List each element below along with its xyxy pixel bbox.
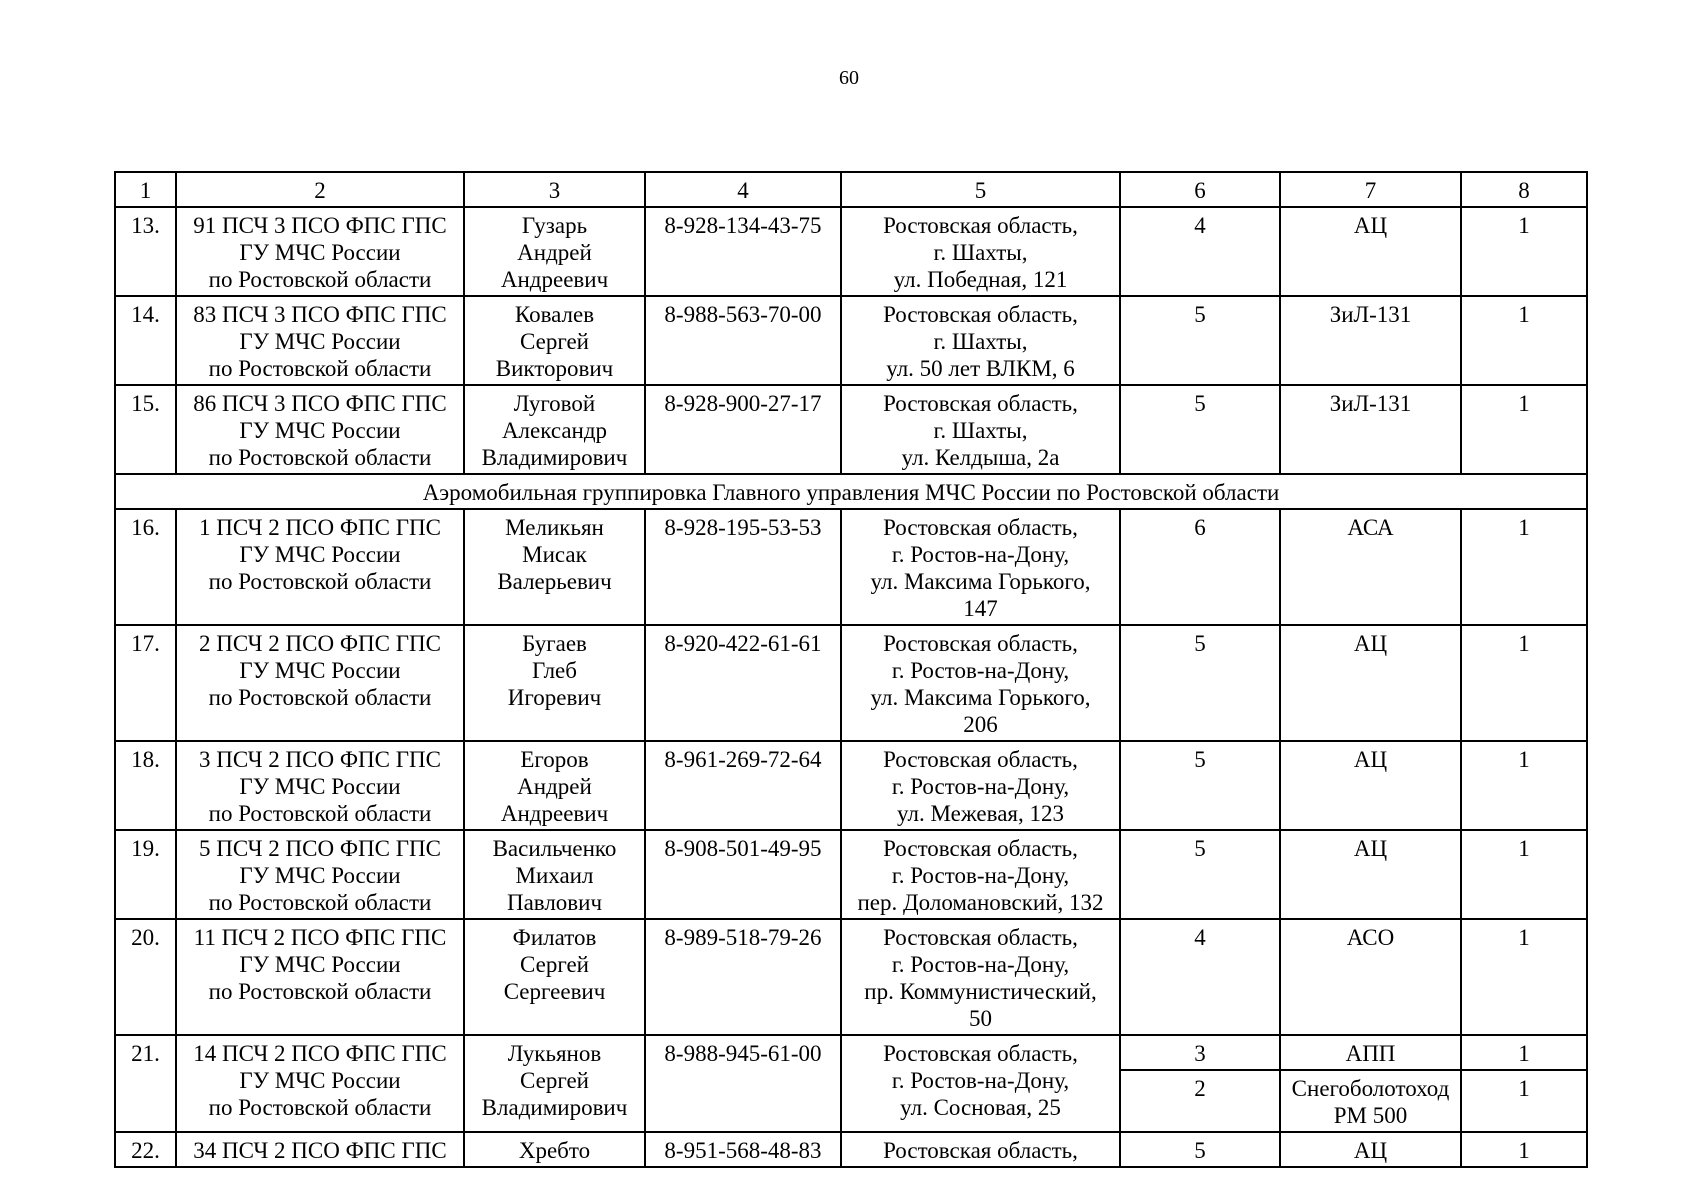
table-row bbox=[115, 919, 1587, 1035]
phone-cell: 8-989-518-79-26 bbox=[645, 919, 841, 1035]
unit-cell: 91 ПСЧ 3 ПСО ФПС ГПС ГУ МЧС России по Ростовской области bbox=[176, 207, 464, 296]
row-number: 15. bbox=[115, 385, 176, 474]
address-cell: Ростовская область, г. Ростов-на-Дону, пр. Коммунистический, 50 bbox=[841, 919, 1120, 1035]
unit-cell: 2 ПСЧ 2 ПСО ФПС ГПС ГУ МЧС России по Ростовской области bbox=[176, 625, 464, 741]
person-cell: Егоров Андрей Андреевич bbox=[464, 741, 645, 830]
person-cell: Васильченко Михаил Павлович bbox=[464, 830, 645, 919]
address-cell: Ростовская область, г. Шахты, ул. Победная, 121 bbox=[841, 207, 1120, 296]
col6-cell: 4 bbox=[1120, 207, 1280, 296]
vehicle-cell: АЦ bbox=[1280, 741, 1461, 830]
table-row bbox=[115, 385, 1587, 474]
vehicle-cell: АЦ bbox=[1280, 1132, 1461, 1167]
table-row bbox=[115, 1132, 1587, 1167]
person-cell: Бугаев Глеб Игоревич bbox=[464, 625, 645, 741]
person-cell: Луговой Александр Владимирович bbox=[464, 385, 645, 474]
header-cell: 4 bbox=[645, 172, 841, 207]
row-number: 14. bbox=[115, 296, 176, 385]
table-row bbox=[115, 1035, 1587, 1070]
section-title: Аэромобильная группировка Главного управления МЧС России по Ростовской области bbox=[115, 474, 1587, 509]
col6-cell: 5 bbox=[1120, 1132, 1280, 1167]
col8-cell: 1 bbox=[1461, 296, 1587, 385]
row-number: 17. bbox=[115, 625, 176, 741]
person-cell: Филатов Сергей Сергеевич bbox=[464, 919, 645, 1035]
address-cell: Ростовская область, bbox=[841, 1132, 1120, 1167]
address-cell: Ростовская область, г. Шахты, ул. Келдыша, 2а bbox=[841, 385, 1120, 474]
vehicle-cell: ЗиЛ-131 bbox=[1280, 385, 1461, 474]
person-cell: Ковалев Сергей Викторович bbox=[464, 296, 645, 385]
col6-cell: 2 bbox=[1120, 1070, 1280, 1132]
col6-cell: 6 bbox=[1120, 509, 1280, 625]
unit-cell: 11 ПСЧ 2 ПСО ФПС ГПС ГУ МЧС России по Ростовской области bbox=[176, 919, 464, 1035]
row-number: 21. bbox=[115, 1035, 176, 1132]
col8-cell: 1 bbox=[1461, 509, 1587, 625]
table-row bbox=[115, 207, 1587, 296]
col8-cell: 1 bbox=[1461, 830, 1587, 919]
col6-cell: 3 bbox=[1120, 1035, 1280, 1070]
col8-cell: 1 bbox=[1461, 207, 1587, 296]
row-number: 22. bbox=[115, 1132, 176, 1167]
address-cell: Ростовская область, г. Ростов-на-Дону, ул. Максима Горького, 147 bbox=[841, 509, 1120, 625]
col8-cell: 1 bbox=[1461, 919, 1587, 1035]
address-cell: Ростовская область, г. Ростов-на-Дону, ул. Межевая, 123 bbox=[841, 741, 1120, 830]
unit-cell: 14 ПСЧ 2 ПСО ФПС ГПС ГУ МЧС России по Ростовской области bbox=[176, 1035, 464, 1132]
person-cell: Хребто bbox=[464, 1132, 645, 1167]
row-number: 16. bbox=[115, 509, 176, 625]
unit-cell: 5 ПСЧ 2 ПСО ФПС ГПС ГУ МЧС России по Ростовской области bbox=[176, 830, 464, 919]
table-row bbox=[115, 830, 1587, 919]
col6-cell: 5 bbox=[1120, 385, 1280, 474]
vehicle-cell: ЗиЛ-131 bbox=[1280, 296, 1461, 385]
person-cell: Гузарь Андрей Андреевич bbox=[464, 207, 645, 296]
vehicle-cell: АЦ bbox=[1280, 625, 1461, 741]
row-number: 20. bbox=[115, 919, 176, 1035]
person-cell: Меликьян Мисак Валерьевич bbox=[464, 509, 645, 625]
table-row bbox=[115, 509, 1587, 625]
vehicle-cell: Снегоболотоход РМ 500 bbox=[1280, 1070, 1461, 1132]
vehicle-cell: АПП bbox=[1280, 1035, 1461, 1070]
row-number: 18. bbox=[115, 741, 176, 830]
row-number: 19. bbox=[115, 830, 176, 919]
phone-cell: 8-988-563-70-00 bbox=[645, 296, 841, 385]
row-number: 13. bbox=[115, 207, 176, 296]
col8-cell: 1 bbox=[1461, 385, 1587, 474]
header-row bbox=[115, 172, 1587, 207]
table-row bbox=[115, 296, 1587, 385]
address-cell: Ростовская область, г. Ростов-на-Дону, ул. Максима Горького, 206 bbox=[841, 625, 1120, 741]
col6-cell: 5 bbox=[1120, 830, 1280, 919]
header-cell: 2 bbox=[176, 172, 464, 207]
phone-cell: 8-908-501-49-95 bbox=[645, 830, 841, 919]
unit-cell: 83 ПСЧ 3 ПСО ФПС ГПС ГУ МЧС России по Ростовской области bbox=[176, 296, 464, 385]
phone-cell: 8-928-900-27-17 bbox=[645, 385, 841, 474]
header-cell: 1 bbox=[115, 172, 176, 207]
header-cell: 3 bbox=[464, 172, 645, 207]
phone-cell: 8-920-422-61-61 bbox=[645, 625, 841, 741]
phone-cell: 8-928-134-43-75 bbox=[645, 207, 841, 296]
unit-cell: 3 ПСЧ 2 ПСО ФПС ГПС ГУ МЧС России по Ростовской области bbox=[176, 741, 464, 830]
col6-cell: 5 bbox=[1120, 296, 1280, 385]
vehicle-cell: АСО bbox=[1280, 919, 1461, 1035]
col8-cell: 1 bbox=[1461, 625, 1587, 741]
person-cell: Лукьянов Сергей Владимирович bbox=[464, 1035, 645, 1132]
unit-cell: 1 ПСЧ 2 ПСО ФПС ГПС ГУ МЧС России по Ростовской области bbox=[176, 509, 464, 625]
section-row bbox=[115, 474, 1587, 509]
phone-cell: 8-951-568-48-83 bbox=[645, 1132, 841, 1167]
vehicle-cell: АСА bbox=[1280, 509, 1461, 625]
col8-cell: 1 bbox=[1461, 1070, 1587, 1132]
col6-cell: 4 bbox=[1120, 919, 1280, 1035]
vehicle-cell: АЦ bbox=[1280, 830, 1461, 919]
table-row bbox=[115, 625, 1587, 741]
phone-cell: 8-928-195-53-53 bbox=[645, 509, 841, 625]
vehicle-cell: АЦ bbox=[1280, 207, 1461, 296]
col8-cell: 1 bbox=[1461, 1035, 1587, 1070]
header-cell: 7 bbox=[1280, 172, 1461, 207]
table-row bbox=[115, 741, 1587, 830]
unit-cell: 86 ПСЧ 3 ПСО ФПС ГПС ГУ МЧС России по Ростовской области bbox=[176, 385, 464, 474]
col8-cell: 1 bbox=[1461, 741, 1587, 830]
header-cell: 6 bbox=[1120, 172, 1280, 207]
equipment-table bbox=[114, 171, 1588, 1168]
page-number: 60 bbox=[839, 67, 859, 89]
col8-cell: 1 bbox=[1461, 1132, 1587, 1167]
address-cell: Ростовская область, г. Ростов-на-Дону, пер. Доломановский, 132 bbox=[841, 830, 1120, 919]
header-cell: 8 bbox=[1461, 172, 1587, 207]
col6-cell: 5 bbox=[1120, 625, 1280, 741]
phone-cell: 8-988-945-61-00 bbox=[645, 1035, 841, 1132]
unit-cell: 34 ПСЧ 2 ПСО ФПС ГПС bbox=[176, 1132, 464, 1167]
col6-cell: 5 bbox=[1120, 741, 1280, 830]
header-cell: 5 bbox=[841, 172, 1120, 207]
phone-cell: 8-961-269-72-64 bbox=[645, 741, 841, 830]
address-cell: Ростовская область, г. Шахты, ул. 50 лет ВЛКМ, 6 bbox=[841, 296, 1120, 385]
address-cell: Ростовская область, г. Ростов-на-Дону, ул. Сосновая, 25 bbox=[841, 1035, 1120, 1132]
